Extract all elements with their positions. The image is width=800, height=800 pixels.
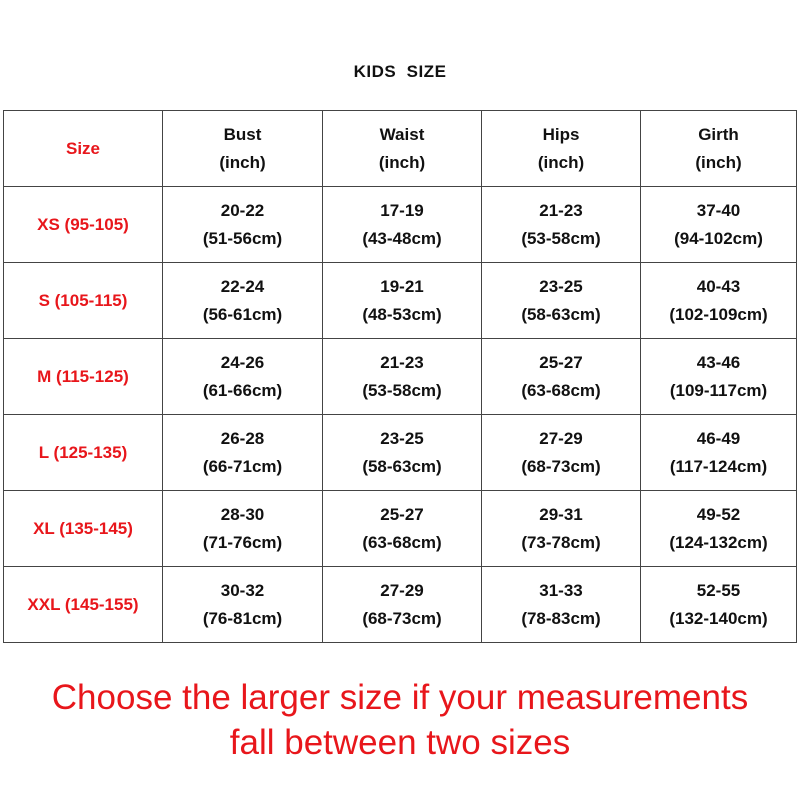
size-cell: S (105-115) xyxy=(4,263,163,339)
size-cell: XXL (145-155) xyxy=(4,567,163,643)
hips-inch: 25-27 xyxy=(539,352,583,372)
table-row xyxy=(4,415,797,491)
bust-cell xyxy=(163,415,323,491)
column-header-girth-label: Girth xyxy=(698,124,739,144)
hips-inch: 29-31 xyxy=(539,504,583,524)
bust-cm: (61-66cm) xyxy=(202,380,283,400)
column-header-hips-unit: (inch) xyxy=(537,152,585,172)
girth-inch: 40-43 xyxy=(696,276,741,296)
size-cell: L (125-135) xyxy=(4,415,163,491)
size-advice-line-2: fall between two sizes xyxy=(229,723,571,762)
size-chart-table xyxy=(3,110,797,643)
hips-cell xyxy=(482,567,641,643)
size-cell: XS (95-105) xyxy=(4,187,163,263)
girth-cell xyxy=(641,339,797,415)
waist-inch: 27-29 xyxy=(380,580,424,600)
column-header-girth-unit: (inch) xyxy=(695,152,742,172)
bust-cell xyxy=(163,567,323,643)
girth-inch: 46-49 xyxy=(696,428,741,448)
hips-cell xyxy=(482,339,641,415)
bust-cm: (56-61cm) xyxy=(202,304,283,324)
girth-cm: (94-102cm) xyxy=(674,228,763,248)
girth-cm: (124-132cm) xyxy=(669,532,768,552)
bust-inch: 30-32 xyxy=(220,580,265,600)
size-advice-note xyxy=(0,675,800,765)
column-header-bust-label: Bust xyxy=(223,124,262,144)
waist-cell xyxy=(323,491,482,567)
hips-cell xyxy=(482,263,641,339)
column-header-hips xyxy=(482,111,641,187)
waist-cm: (43-48cm) xyxy=(362,228,442,248)
column-header-size: Size xyxy=(4,111,163,187)
waist-cell xyxy=(323,567,482,643)
waist-cm: (58-63cm) xyxy=(362,456,442,476)
girth-cell xyxy=(641,415,797,491)
hips-cm: (73-78cm) xyxy=(521,532,601,552)
hips-inch: 23-25 xyxy=(539,276,583,296)
size-cell: XL (135-145) xyxy=(4,491,163,567)
waist-inch: 21-23 xyxy=(380,352,424,372)
column-header-girth xyxy=(641,111,797,187)
hips-cm: (53-58cm) xyxy=(521,228,601,248)
bust-cell xyxy=(163,187,323,263)
hips-cm: (63-68cm) xyxy=(521,380,601,400)
girth-cell xyxy=(641,263,797,339)
waist-inch: 25-27 xyxy=(380,504,424,524)
hips-cell xyxy=(482,415,641,491)
girth-inch: 49-52 xyxy=(696,504,741,524)
bust-cm: (71-76cm) xyxy=(202,532,283,552)
column-header-waist-label: Waist xyxy=(379,124,425,144)
waist-cell xyxy=(323,415,482,491)
waist-inch: 23-25 xyxy=(380,428,424,448)
girth-inch: 43-46 xyxy=(696,352,741,372)
table-row xyxy=(4,339,797,415)
hips-inch: 27-29 xyxy=(539,428,583,448)
waist-inch: 19-21 xyxy=(380,276,424,296)
bust-cell xyxy=(163,263,323,339)
table-row xyxy=(4,187,797,263)
bust-cell xyxy=(163,339,323,415)
girth-cell xyxy=(641,567,797,643)
table-header-row xyxy=(4,111,797,187)
hips-inch: 31-33 xyxy=(539,580,583,600)
hips-cell xyxy=(482,491,641,567)
girth-inch: 52-55 xyxy=(696,580,741,600)
waist-cm: (53-58cm) xyxy=(362,380,442,400)
girth-cell xyxy=(641,187,797,263)
bust-inch: 28-30 xyxy=(220,504,265,524)
bust-cell xyxy=(163,491,323,567)
waist-cm: (63-68cm) xyxy=(362,532,442,552)
girth-inch: 37-40 xyxy=(696,200,741,220)
hips-cm: (58-63cm) xyxy=(521,304,601,324)
waist-cm: (68-73cm) xyxy=(362,608,442,628)
girth-cm: (132-140cm) xyxy=(669,608,768,628)
page-title: KIDS SIZE xyxy=(353,62,447,81)
waist-inch: 17-19 xyxy=(380,200,424,220)
column-header-waist xyxy=(323,111,482,187)
waist-cell xyxy=(323,339,482,415)
girth-cell xyxy=(641,491,797,567)
bust-inch: 20-22 xyxy=(220,200,265,220)
waist-cell xyxy=(323,187,482,263)
girth-cm: (102-109cm) xyxy=(669,304,768,324)
hips-cm: (68-73cm) xyxy=(521,456,601,476)
hips-cm: (78-83cm) xyxy=(521,608,601,628)
bust-inch: 26-28 xyxy=(220,428,265,448)
table-row xyxy=(4,491,797,567)
hips-inch: 21-23 xyxy=(539,200,583,220)
bust-cm: (66-71cm) xyxy=(202,456,283,476)
size-cell: M (115-125) xyxy=(4,339,163,415)
column-header-bust-unit: (inch) xyxy=(219,152,266,172)
girth-cm: (117-124cm) xyxy=(669,456,768,476)
table-row xyxy=(4,263,797,339)
hips-cell xyxy=(482,187,641,263)
girth-cm: (109-117cm) xyxy=(669,380,768,400)
bust-inch: 22-24 xyxy=(220,276,265,296)
size-advice-line-1: Choose the larger size if your measurements xyxy=(51,678,749,717)
table-row xyxy=(4,567,797,643)
column-header-hips-label: Hips xyxy=(542,124,580,144)
bust-cm: (51-56cm) xyxy=(202,228,283,248)
bust-cm: (76-81cm) xyxy=(202,608,283,628)
column-header-bust xyxy=(163,111,323,187)
bust-inch: 24-26 xyxy=(220,352,265,372)
column-header-waist-unit: (inch) xyxy=(378,152,426,172)
waist-cell xyxy=(323,263,482,339)
waist-cm: (48-53cm) xyxy=(362,304,442,324)
